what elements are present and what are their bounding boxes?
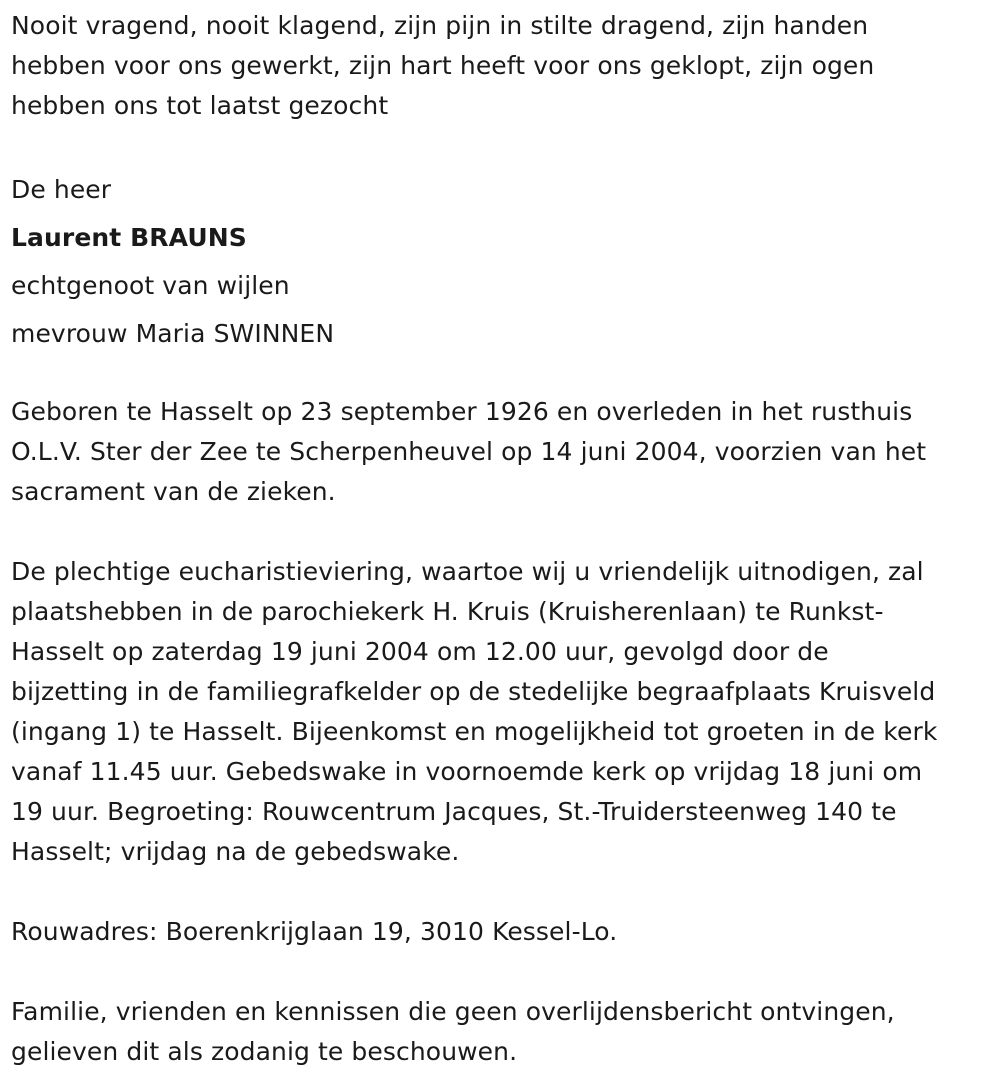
spacer [11,126,986,166]
mourning-address: Rouwadres: Boerenkrijglaan 19, 3010 Kessel-Lo. [11,917,618,946]
motto-text: Nooit vragend, nooit klagend, zijn pijn in stilte dragend, zijn handen hebben voor ons gewerkt, zijn hart heeft voor ons geklopt, zijn ogen hebben ons tot laatst gezocht [11,11,875,120]
spouse-name: mevrouw Maria SWINNEN [11,319,335,348]
spacer [11,512,986,552]
closing-paragraph: Familie, vrienden en kennissen die geen overlijdensbericht ontvingen, gelieven dit als zodanig te beschouwen. [11,997,895,1066]
spacer [11,358,986,392]
spacer [11,872,986,912]
birth-death-paragraph: Geboren te Hasselt op 23 september 1926 en overleden in het rusthuis O.L.V. Ster der Zee te Scherpenheuvel op 14 juni 2004, voorzien van het sacrament van de zieken. [11,397,927,506]
spacer [11,952,986,992]
deceased-name: Laurent BRAUNS [11,223,247,252]
relation-line: echtgenoot van wijlen [11,271,290,300]
death-notice [11,6,986,1072]
ceremony-paragraph: De plechtige eucharistieviering, waartoe wij u vriendelijk uitnodigen, zal plaatshebben in de parochiekerk H. Kruis (Kruisherenlaan) te Runkst- Hasselt op zaterdag 19 juni 2004 om 12.00 uur, gevolgd door de bijzetting in de familiegrafkelder op de stedelijke begraafplaats Kruisveld (ingang 1) te Hasselt. Bijeenkomst en mogelijkheid tot groeten in de kerk vanaf 11.45 uur. Gebedswake in voornoemde kerk op vrijdag 18 juni om 19 uur. Begroeting: Rouwcentrum Jacques, St.-Truidersteenweg 140 te Hasselt; vrijdag na de gebedswake. [11,557,938,866]
salutation: De heer [11,175,112,204]
